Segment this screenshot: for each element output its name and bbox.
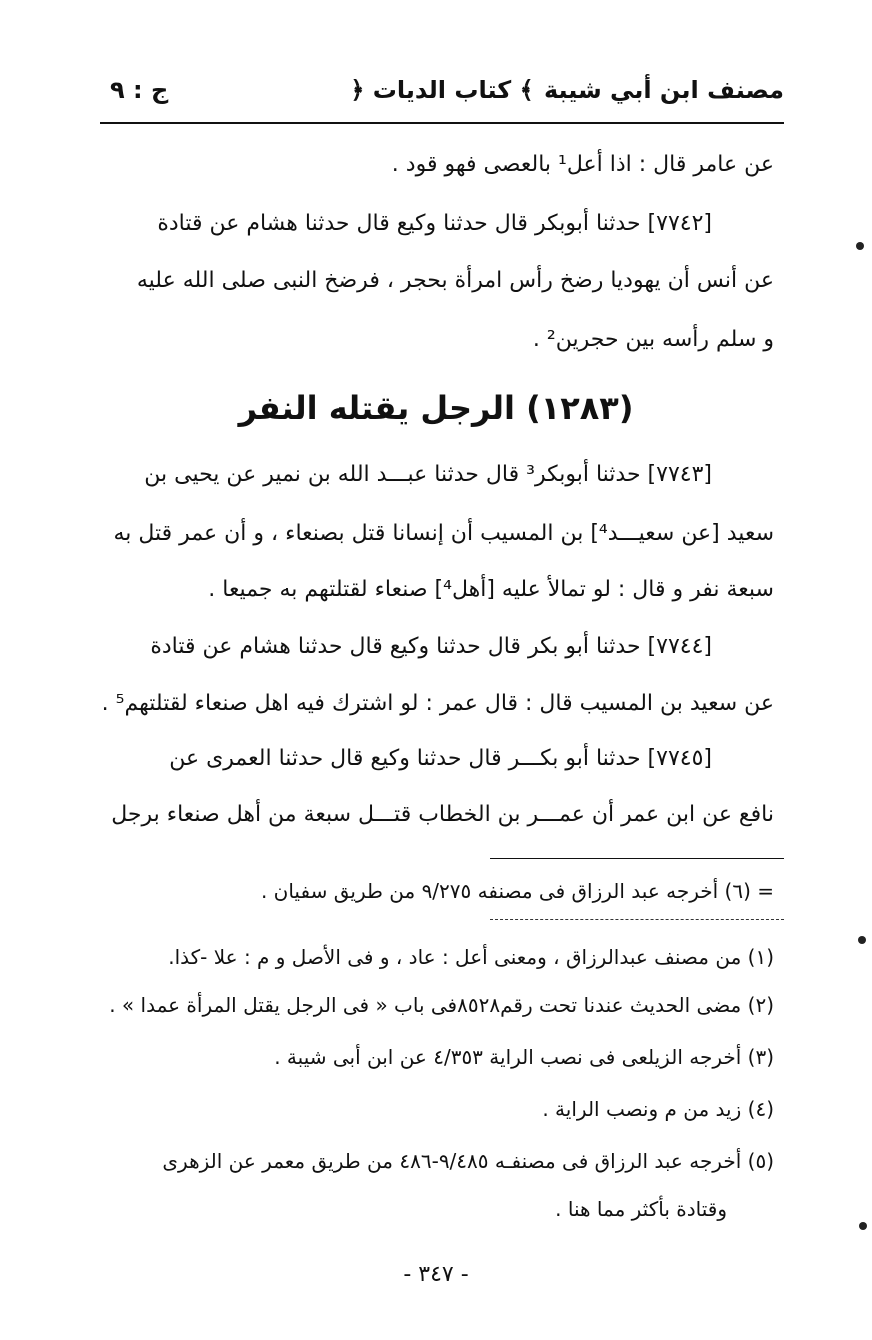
footnote-divider — [490, 919, 784, 920]
text-line: سعيد [عن سعيـــد⁴] بن المسيب أن إنسانا قتل بصنعاء ، و أن عمر قتل به — [113, 521, 774, 546]
footnote-5: (٥) أخرجه عبد الرزاق فى مصنفـه ٩/٤٨٥-٤٨٦ من طريق معمر عن الزهرى — [162, 1149, 774, 1173]
footnote-4: (٤) زيد من م ونصب الراية . — [542, 1097, 774, 1121]
scan-speck — [858, 936, 866, 944]
text-line: و سلم رأسه بين حجرين² . — [532, 327, 774, 352]
footnote-3: (٣) أخرجه الزيلعى فى نصب الراية ٤/٣٥٣ عن ابن أبى شيبة . — [274, 1045, 774, 1069]
footnote-1: (١) من مصنف عبدالرزاق ، ومعنى أعل : عاد ، و فى الأصل و م : علا -كذا. — [168, 945, 774, 969]
page-header — [100, 70, 784, 120]
hadith-7743: [٧٧٤٣] حدثنا أبوبكر³ قال حدثنا عبـــد الله بن نمير عن يحيى بن — [144, 462, 712, 487]
header-rule — [100, 122, 784, 124]
text-line: عن أنس أن يهوديا رضخ رأس امرأة بحجر ، فرضخ النبى صلى الله عليه — [136, 268, 774, 293]
text-line: عن سعيد بن المسيب قال : قال عمر : لو اشترك فيه اهل صنعاء لقتلتهم⁵ . — [101, 691, 774, 716]
hadith-7744: [٧٧٤٤] حدثنا أبو بكر قال حدثنا وكيع قال حدثنا هشام عن قتادة — [150, 634, 712, 659]
footnote-separator — [490, 858, 784, 859]
hadith-7745: [٧٧٤٥] حدثنا أبو بكـــر قال حدثنا وكيع قال حدثنا العمرى عن — [169, 746, 712, 771]
page-number: - ٣٤٧ - — [403, 1262, 469, 1287]
text-line: عن عامر قال : اذا أعل¹ بالعصى فهو قود . — [391, 152, 774, 177]
hadith-7742: [٧٧٤٢] حدثنا أبوبكر قال حدثنا وكيع قال حدثنا هشام عن قتادة — [157, 211, 712, 236]
chapter-title: ﴿ كتاب الديات ﴾ — [350, 76, 534, 104]
volume-number: ج : ٩ — [110, 76, 169, 104]
scan-speck — [856, 242, 864, 250]
scan-speck — [859, 1222, 867, 1230]
footnote-5-continued: وقتادة بأكثر مما هنا . — [555, 1197, 727, 1221]
text-line: سبعة نفر و قال : لو تمالأ عليه [أهل⁴] صنعاء لقتلتهم به جميعا . — [208, 577, 774, 602]
text-line: نافع عن ابن عمر أن عمـــر بن الخطاب قتـــل سبعة من أهل صنعاء برجل — [111, 802, 774, 827]
section-heading: (١٢٨٣) الرجل يقتله النفر — [238, 389, 634, 427]
carryover-footnote: = (٦) أخرجه عبد الرزاق فى مصنفه ٩/٢٧٥ من طريق سفيان . — [260, 879, 774, 903]
book-title: مصنف ابن أبي شيبة — [543, 76, 784, 104]
footnote-2: (٢) مضى الحديث عندنا تحت رقم٨٥٢٨فى باب « فى الرجل يقتل المرأة عمدا » . — [109, 993, 774, 1017]
